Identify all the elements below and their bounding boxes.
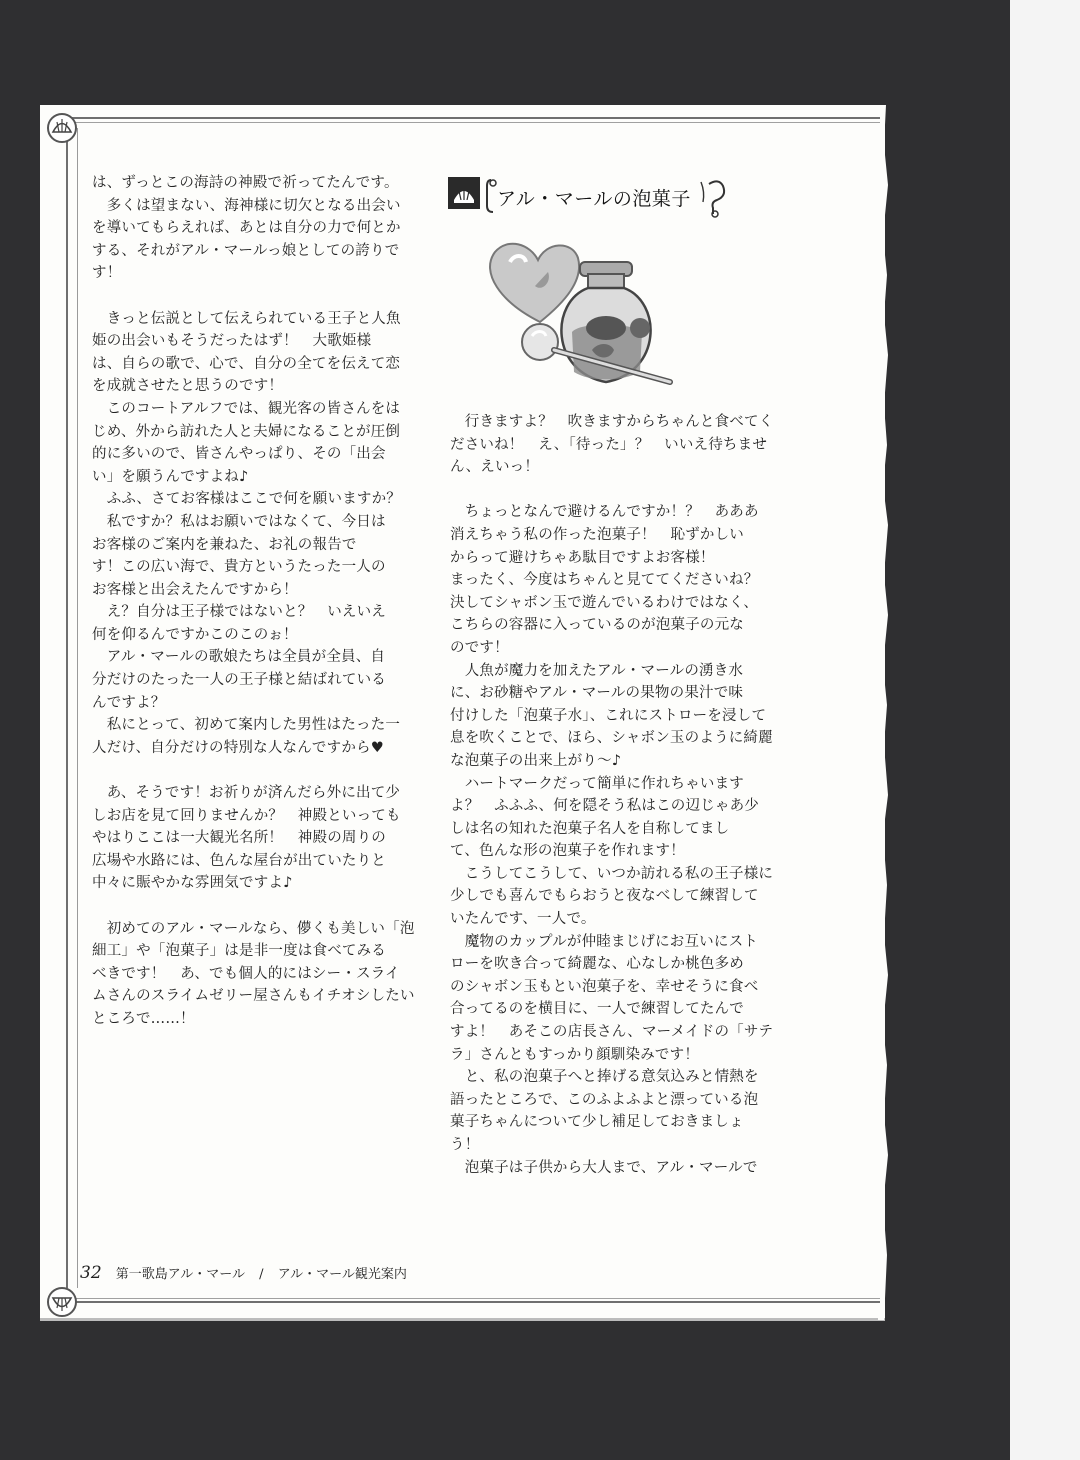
footer-section: アル・マール観光案内 [277, 1267, 407, 1282]
text-line: ちょっとなんで避けるんですか！？ あああ [450, 504, 759, 521]
text-line: お客様のご案内を兼ねた、お礼の報告で [92, 536, 357, 553]
text-line: ローを吹き合って綺麗な、心なしか桃色多め [450, 956, 744, 973]
blank-line [450, 479, 780, 502]
text-line: 私にとって、初めて案内した男性はたった一 [92, 717, 401, 734]
section-header [447, 174, 733, 218]
text-line: ふふ、さてお客様はここで何を願いますか？ [92, 491, 401, 508]
text-line: す！ [92, 265, 122, 282]
page-number: 32 [80, 1263, 102, 1283]
text-line: ハートマークだって簡単に作れちゃいます [450, 775, 744, 792]
text-line: 人だけ、自分だけの特別な人なんですから♥ [92, 739, 384, 756]
page-edge-shadow [40, 1318, 885, 1321]
text-line: 息を吹くことで、ほら、シャボン玉のように綺麗 [450, 730, 773, 747]
text-line: 細工」や「泡菓子」は是非一度は食べてみる [92, 943, 386, 960]
text-line: 菓子ちゃんについて少し補足しておきましょ [450, 1114, 744, 1131]
section-title: アル・マールの泡菓子 [497, 188, 691, 210]
text-line: は、自らの歌で、心で、自分の全てを伝えて恋 [92, 355, 401, 372]
text-line: いたんです、一人で。 [450, 911, 596, 928]
page-frame-left [66, 128, 78, 1288]
text-line: 分だけのたった一人の王子様と結ばれている [92, 672, 386, 689]
bubble-candy-illustration [480, 232, 690, 397]
shell-ornament-icon [44, 110, 80, 146]
text-line: と、私の泡菓子へと捧げる意気込みと情熱を [450, 1069, 759, 1086]
text-line: 泡菓子は子供から大人まで、アル・マールで [450, 1159, 758, 1176]
text-line: やはりここは一大観光名所！ 神殿の周りの [92, 830, 386, 847]
text-line: 語ったところで、このふよふよと漂っている泡 [450, 1091, 759, 1108]
text-line: ん、えいっ！ [450, 459, 540, 476]
text-line: こうしてこうして、いつか訪れる私の王子様に [450, 865, 774, 882]
text-line: しお店を見て回りませんか？ 神殿といっても [92, 807, 401, 824]
text-line: 中々に賑やかな雰囲気ですよ♪ [92, 875, 293, 892]
text-line: 魔物のカップルが仲睦まじげにお互いにスト [450, 933, 758, 950]
shell-ornament-icon [44, 1284, 80, 1320]
text-line: 姫の出会いもそうだったはず！ 大歌姫様 [92, 333, 372, 350]
text-line: な泡菓子の出来上がり～♪ [450, 752, 622, 769]
text-line: 行きますよ？ 吹きますからちゃんと食べてく [450, 414, 774, 430]
text-line: ムさんのスライムゼリー屋さんもイチオシしたい [92, 988, 415, 1005]
footer-separator: / [259, 1267, 264, 1282]
text-line: い」を願うんですよね♪ [92, 468, 249, 485]
text-line: 人魚が魔力を加えたアル・マールの湧き水 [450, 662, 744, 679]
blank-line [92, 895, 412, 918]
text-line: ラ」さんともすっかり顔馴染みです！ [450, 1046, 700, 1063]
text-line: え？自分は王子様ではないと？ いえいえ [92, 604, 386, 621]
text-line: お客様と出会えたんですから！ [92, 581, 298, 598]
text-line: よ？ ふふふ、何を隠そう私はこの辺じゃあ少 [450, 798, 759, 815]
text-line: のシャボン玉もとい泡菓子を、幸せそうに食べ [450, 978, 759, 995]
text-line: のです！ [450, 639, 509, 656]
text-line: 初めてのアル・マールなら、儚くも美しい「泡 [92, 920, 415, 937]
page-frame-top [60, 117, 880, 123]
shell-box-icon [447, 176, 481, 210]
text-line: を成就させたと思うのです！ [92, 378, 284, 395]
blank-line [92, 759, 412, 782]
text-line: 何を仰るんですかこのこのぉ！ [92, 626, 298, 643]
footer-chapter: 第一歌島アル・マール [115, 1267, 246, 1282]
text-line: は、ずっとこの海詩の神殿で祈ってたんです。 [92, 175, 399, 191]
text-line: じめ、外から訪れた人と夫婦になることが圧倒 [92, 423, 401, 440]
blank-line [92, 285, 412, 308]
text-line: を導いてもらえれば、あとは自分の力で何とか [92, 220, 401, 237]
text-line: ださいね！ え、「待った」？ いいえ待ちませ [450, 436, 768, 453]
text-line: あ、そうです！お祈りが済んだら外に出て少 [92, 785, 401, 802]
text-line: すよ！ あそこの店長さん、マーメイドの「サテ [450, 1024, 774, 1041]
text-line: アル・マールの歌娘たちは全員が全員、自 [92, 649, 386, 666]
text-line: する、それがアル・マールっ娘としての誇りで [92, 242, 400, 259]
text-line: ところで……！ [92, 1010, 195, 1027]
text-line: きっと伝説として伝えられている王子と人魚 [92, 310, 401, 327]
text-line: 少しでも喜んでもらおうと夜なべして練習して [450, 888, 759, 905]
text-line: う！ [450, 1137, 480, 1153]
text-line: 合ってるのを横目に、一人で練習してたんで [450, 1001, 744, 1018]
text-line: んですよ？ [92, 694, 166, 711]
page-frame-bottom [60, 1298, 880, 1303]
text-line: このコートアルフでは、観光客の皆さんをは [92, 400, 401, 417]
text-line: す！この広い海で、貴方というたった一人の [92, 559, 386, 576]
text-line: こちらの容器に入っているのが泡菓子の元な [450, 617, 744, 634]
text-line: 的に多いので、皆さんやっぱり、その「出会 [92, 446, 386, 463]
left-text-column [92, 172, 415, 1031]
scanner-margin [1010, 0, 1080, 1460]
text-line: 付けした「泡菓子水」、これにストローを浸して [450, 707, 767, 724]
text-line: に、お砂糖やアル・マールの果物の果汁で味 [450, 685, 744, 702]
text-line: べきです！ あ、でも個人的にはシー・スライ [92, 965, 400, 982]
page-footer [80, 1263, 407, 1283]
right-text-column [450, 411, 780, 1179]
text-line: 決してシャボン玉で遊んでいるわけではなく、 [450, 594, 759, 611]
text-line: て、色んな形の泡菓子を作れます！ [450, 843, 685, 860]
text-line: からって避けちゃあ駄目ですよお客様！ [450, 549, 715, 566]
text-line: 私ですか？私はお願いではなくて、今日は [92, 513, 386, 530]
text-line: しは名の知れた泡菓子名人を自称してまし [450, 820, 730, 837]
text-line: 広場や水路には、色んな屋台が出ていたりと [92, 852, 386, 869]
text-line: 消えちゃう私の作った泡菓子！ 恥ずかしい [450, 526, 744, 543]
page-right-edge [878, 105, 894, 1320]
text-line: まったく、今度はちゃんと見ててくださいね？ [450, 572, 759, 589]
text-line: 多くは望まない、海神様に切欠となる出会い [92, 197, 401, 214]
